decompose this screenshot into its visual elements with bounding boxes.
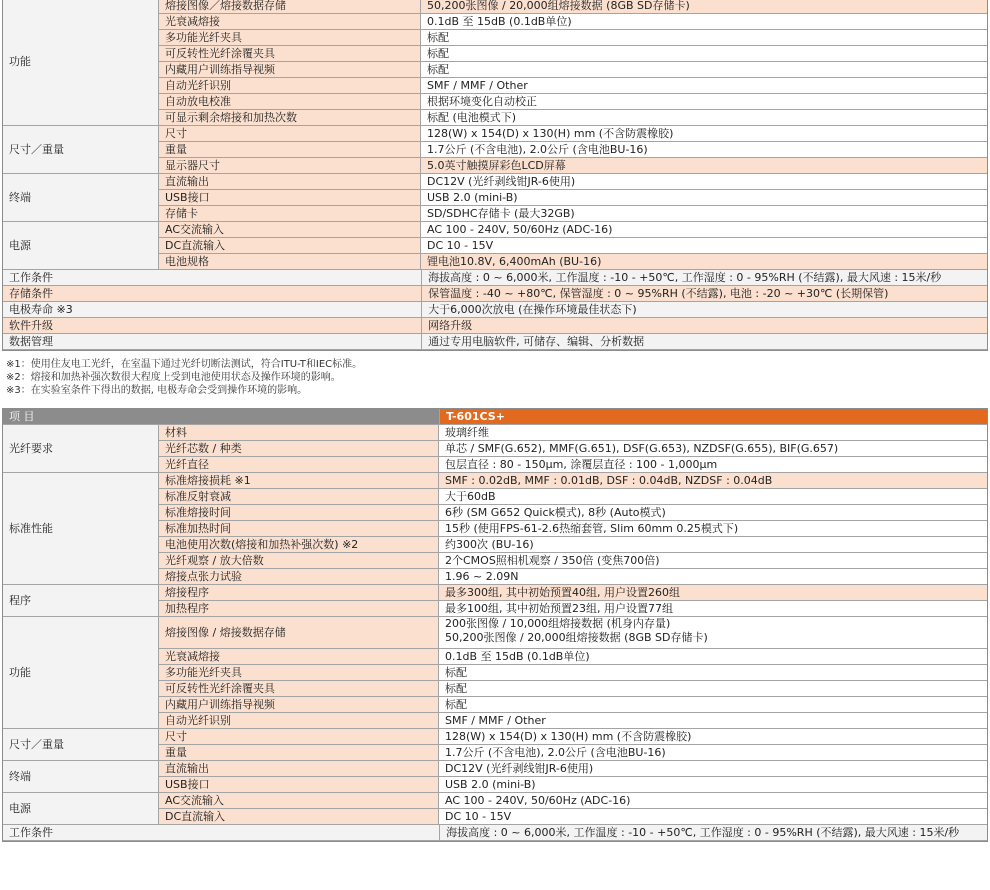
group-power-2 [3, 793, 987, 825]
table-row [159, 425, 987, 441]
spec-value: DC 10 - 15V [421, 238, 987, 254]
table-row [159, 126, 987, 142]
spec-value: 50,200张图像 / 20,000组熔接数据 (8GB SD存储卡) [421, 0, 987, 14]
spec-value: 6秒 (SM G652 Quick模式), 8秒 (Auto模式) [439, 505, 987, 521]
spec-value: 128(W) x 154(D) x 130(H) mm (不含防震橡胶) [439, 729, 987, 745]
group-label: 程序 [3, 585, 159, 617]
spec-item: 尺寸 [159, 126, 421, 142]
spec-item: USB接口 [159, 777, 439, 793]
spec-item: 工作条件 [3, 270, 422, 286]
spec-item: 直流输出 [159, 174, 421, 190]
spec-item: 内藏用户训练指导视频 [159, 62, 421, 78]
spec-value: 2个CMOS照相机观察 / 350倍 (变焦700倍) [439, 553, 987, 569]
group-function-1 [3, 0, 987, 126]
spec-item: 可反转性光纤涂覆夹具 [159, 681, 439, 697]
spec-value: 最多100组, 其中初始预置23组, 用户设置77组 [439, 601, 987, 617]
table-row [159, 14, 987, 30]
group-terminal-1 [3, 174, 987, 222]
spec-value: 标配 [421, 62, 987, 78]
spec-item: 电池规格 [159, 254, 421, 270]
spec-item: DC直流输入 [159, 238, 421, 254]
spec-item: 自动光纤识别 [159, 78, 421, 94]
spec-value: 5.0英寸触摸屏彩色LCD屏幕 [421, 158, 987, 174]
spec-value: USB 2.0 (mini-B) [439, 777, 987, 793]
spec-item: 电极寿命 ※3 [3, 302, 422, 318]
spec-value: 单芯 / SMF(G.652), MMF(G.651), DSF(G.653), NZDSF(G.655), BIF(G.657) [439, 441, 987, 457]
table-row [159, 585, 987, 601]
spec-value: DC 10 - 15V [439, 809, 987, 825]
table-row [159, 94, 987, 110]
spec-value: AC 100 - 240V, 50/60Hz (ADC-16) [439, 793, 987, 809]
spec-item: AC交流输入 [159, 222, 421, 238]
spec-value: 0.1dB 至 15dB (0.1dB单位) [439, 649, 987, 665]
spec-item: 电池使用次数(熔接和加热补强次数) ※2 [159, 537, 439, 553]
spec-item: 熔接图像 / 熔接数据存储 [159, 617, 439, 649]
table-row [3, 302, 987, 318]
spec-table-1 [2, 0, 988, 351]
spec-value: 标配 [421, 46, 987, 62]
footnote-2: ※2：熔接和加热补强次数很大程度上受到电池使用状态及操作环境的影响。 [6, 372, 341, 383]
spec-value: 锂电池10.8V, 6,400mAh (BU-16) [421, 254, 987, 270]
group-terminal-2 [3, 761, 987, 793]
table-row [159, 190, 987, 206]
group-program [3, 585, 987, 617]
group-size-weight-1 [3, 126, 987, 174]
table-row [159, 793, 987, 809]
table-row [3, 286, 987, 302]
spec-item: 标准熔接时间 [159, 505, 439, 521]
table-row [3, 318, 987, 334]
group-label: 尺寸／重量 [3, 126, 159, 174]
header-item: 项 目 [3, 409, 440, 425]
group-label: 尺寸／重量 [3, 729, 159, 761]
group-label: 功能 [3, 617, 159, 729]
table-row [3, 334, 987, 350]
spec-value: 海拔高度 : 0 ~ 6,000米, 工作温度 : -10 - +50℃, 工作湿度 : 0 - 95%RH (不结露), 最大风速 : 15米/秒 [422, 270, 987, 286]
spec-item: AC交流输入 [159, 793, 439, 809]
spec-value: 1.7公斤 (不含电池), 2.0公斤 (含电池BU-16) [439, 745, 987, 761]
group-label: 电源 [3, 222, 159, 270]
group-label: 标准性能 [3, 473, 159, 585]
group-label: 功能 [3, 0, 159, 126]
table-row [159, 505, 987, 521]
spec-value: 50,200张图像 / 20,000组熔接数据 (8GB SD存储卡) [445, 631, 708, 644]
table-row [159, 174, 987, 190]
table-row [159, 30, 987, 46]
spec-item: 可显示剩余熔接和加热次数 [159, 110, 421, 126]
spec-item: 重量 [159, 142, 421, 158]
spec-item: 熔接图像／熔接数据存储 [159, 0, 421, 14]
spec-item: 自动光纤识别 [159, 713, 439, 729]
table-row [159, 238, 987, 254]
table-row [159, 649, 987, 665]
group-function-2 [3, 617, 987, 729]
spec-value: DC12V (光纤剥线钳JR-6使用) [421, 174, 987, 190]
spec-item: 光衰减熔接 [159, 649, 439, 665]
table-row [159, 521, 987, 537]
spec-value: 15秒 (使用FPS-61-2.6热缩套管, Slim 60mm 0.25模式下) [439, 521, 987, 537]
table-row [159, 158, 987, 174]
group-size-weight-2 [3, 729, 987, 761]
spec-item: 熔接点张力试验 [159, 569, 439, 585]
spec-value: SMF / MMF / Other [421, 78, 987, 94]
table-row [159, 569, 987, 585]
spec-item: 多功能光纤夹具 [159, 665, 439, 681]
spec-item: 显示器尺寸 [159, 158, 421, 174]
spec-item: 标准加热时间 [159, 521, 439, 537]
table-row [159, 777, 987, 793]
model-name: T-601CS+ [440, 409, 987, 425]
table-row [159, 0, 987, 14]
spec-value: 根据环境变化自动校正 [421, 94, 987, 110]
spec-value: 1.7公斤 (不含电池), 2.0公斤 (含电池BU-16) [421, 142, 987, 158]
spec-item: 尺寸 [159, 729, 439, 745]
table-row [3, 825, 987, 841]
table-row [3, 270, 987, 286]
spec-value: 海拔高度 : 0 ~ 6,000米, 工作温度 : -10 - +50℃, 工作湿度 : 0 - 95%RH (不结露), 最大风速 : 15米/秒 [440, 825, 987, 841]
table-row [159, 681, 987, 697]
footnote-3: ※3：在实验室条件下得出的数据, 电极寿命会受到操作环境的影响。 [6, 385, 308, 396]
group-label: 终端 [3, 761, 159, 793]
spec-value: SMF / MMF / Other [439, 713, 987, 729]
spec-item: 熔接程序 [159, 585, 439, 601]
table-row [159, 617, 987, 649]
table-header [3, 409, 987, 425]
spec-value: 标配 [421, 30, 987, 46]
table-row [159, 489, 987, 505]
spec-value: 标配 [439, 665, 987, 681]
spec-item: 材料 [159, 425, 439, 441]
spec-value: 网络升级 [422, 318, 987, 334]
spec-value: 200张图像 / 10,000组熔接数据 (机身内存量) [445, 617, 671, 630]
spec-item: 可反转性光纤涂覆夹具 [159, 46, 421, 62]
table-row [159, 713, 987, 729]
table-row [159, 809, 987, 825]
spec-item: 直流输出 [159, 761, 439, 777]
spec-item: DC直流输入 [159, 809, 439, 825]
table-row [159, 601, 987, 617]
table-row [159, 110, 987, 126]
spec-item: USB接口 [159, 190, 421, 206]
spec-item: 数据管理 [3, 334, 422, 350]
spec-value: 约300次 (BU-16) [439, 537, 987, 553]
spec-value: 最多300组, 其中初始预置40组, 用户设置260组 [439, 585, 987, 601]
group-power-1 [3, 222, 987, 270]
spec-item: 工作条件 [3, 825, 440, 841]
spec-item: 光纤观察 / 放大倍数 [159, 553, 439, 569]
spec-value: 玻璃纤维 [439, 425, 987, 441]
table-row [159, 697, 987, 713]
spec-value: 标配 (电池模式下) [421, 110, 987, 126]
spec-value: 大于60dB [439, 489, 987, 505]
table-row [159, 729, 987, 745]
spec-table-2 [2, 408, 988, 842]
group-label: 终端 [3, 174, 159, 222]
spec-value: 标配 [439, 697, 987, 713]
table-row [159, 441, 987, 457]
spec-value: 128(W) x 154(D) x 130(H) mm (不含防震橡胶) [421, 126, 987, 142]
spec-item: 存储卡 [159, 206, 421, 222]
spec-item: 重量 [159, 745, 439, 761]
spec-value: 通过专用电脑软件, 可储存、编辑、分析数据 [422, 334, 987, 350]
spec-value: 标配 [439, 681, 987, 697]
table-row [159, 473, 987, 489]
table-row [159, 254, 987, 270]
spec-item: 标准熔接损耗 ※1 [159, 473, 439, 489]
spec-value: 大于6,000次放电 (在操作环境最佳状态下) [422, 302, 987, 318]
table-row [159, 553, 987, 569]
table-row [159, 46, 987, 62]
table-row [159, 222, 987, 238]
spec-value: 包层直径 : 80 - 150μm, 涂覆层直径 : 100 - 1,000μm [439, 457, 987, 473]
spec-item: 光纤直径 [159, 457, 439, 473]
spec-value: SD/SDHC存储卡 (最大32GB) [421, 206, 987, 222]
spec-item: 标准反射衰减 [159, 489, 439, 505]
group-performance [3, 473, 987, 585]
spec-value: 保管温度 : -40 ~ +80℃, 保管湿度 : 0 ~ 95%RH (不结露), 电池 : -20 ~ +30℃ (长期保管) [422, 286, 987, 302]
spec-item: 加热程序 [159, 601, 439, 617]
table-row [159, 761, 987, 777]
table-row [159, 142, 987, 158]
spec-value: AC 100 - 240V, 50/60Hz (ADC-16) [421, 222, 987, 238]
group-label: 光纤要求 [3, 425, 159, 473]
spec-item: 存储条件 [3, 286, 422, 302]
spec-value: 0.1dB 至 15dB (0.1dB单位) [421, 14, 987, 30]
spec-value: SMF : 0.02dB, MMF : 0.01dB, DSF : 0.04dB, NZDSF : 0.04dB [439, 473, 987, 489]
spec-item: 内藏用户训练指导视频 [159, 697, 439, 713]
spec-value: 1.96 ~ 2.09N [439, 569, 987, 585]
spec-item: 自动放电校准 [159, 94, 421, 110]
table-row [159, 78, 987, 94]
table-row [159, 206, 987, 222]
spec-item: 多功能光纤夹具 [159, 30, 421, 46]
table-row [159, 457, 987, 473]
spec-item: 光纤芯数 / 种类 [159, 441, 439, 457]
group-label: 电源 [3, 793, 159, 825]
group-fiber [3, 425, 987, 473]
table-row [159, 537, 987, 553]
footnote-1: ※1：使用住友电工光纤，在室温下通过光纤切断法测试，符合ITU-T和IEC标准。 [6, 359, 363, 370]
table-row [159, 665, 987, 681]
spec-item: 光衰减熔接 [159, 14, 421, 30]
spec-item: 软件升级 [3, 318, 422, 334]
table-row [159, 62, 987, 78]
spec-value: DC12V (光纤剥线钳JR-6使用) [439, 761, 987, 777]
spec-value: USB 2.0 (mini-B) [421, 190, 987, 206]
table-row [159, 745, 987, 761]
